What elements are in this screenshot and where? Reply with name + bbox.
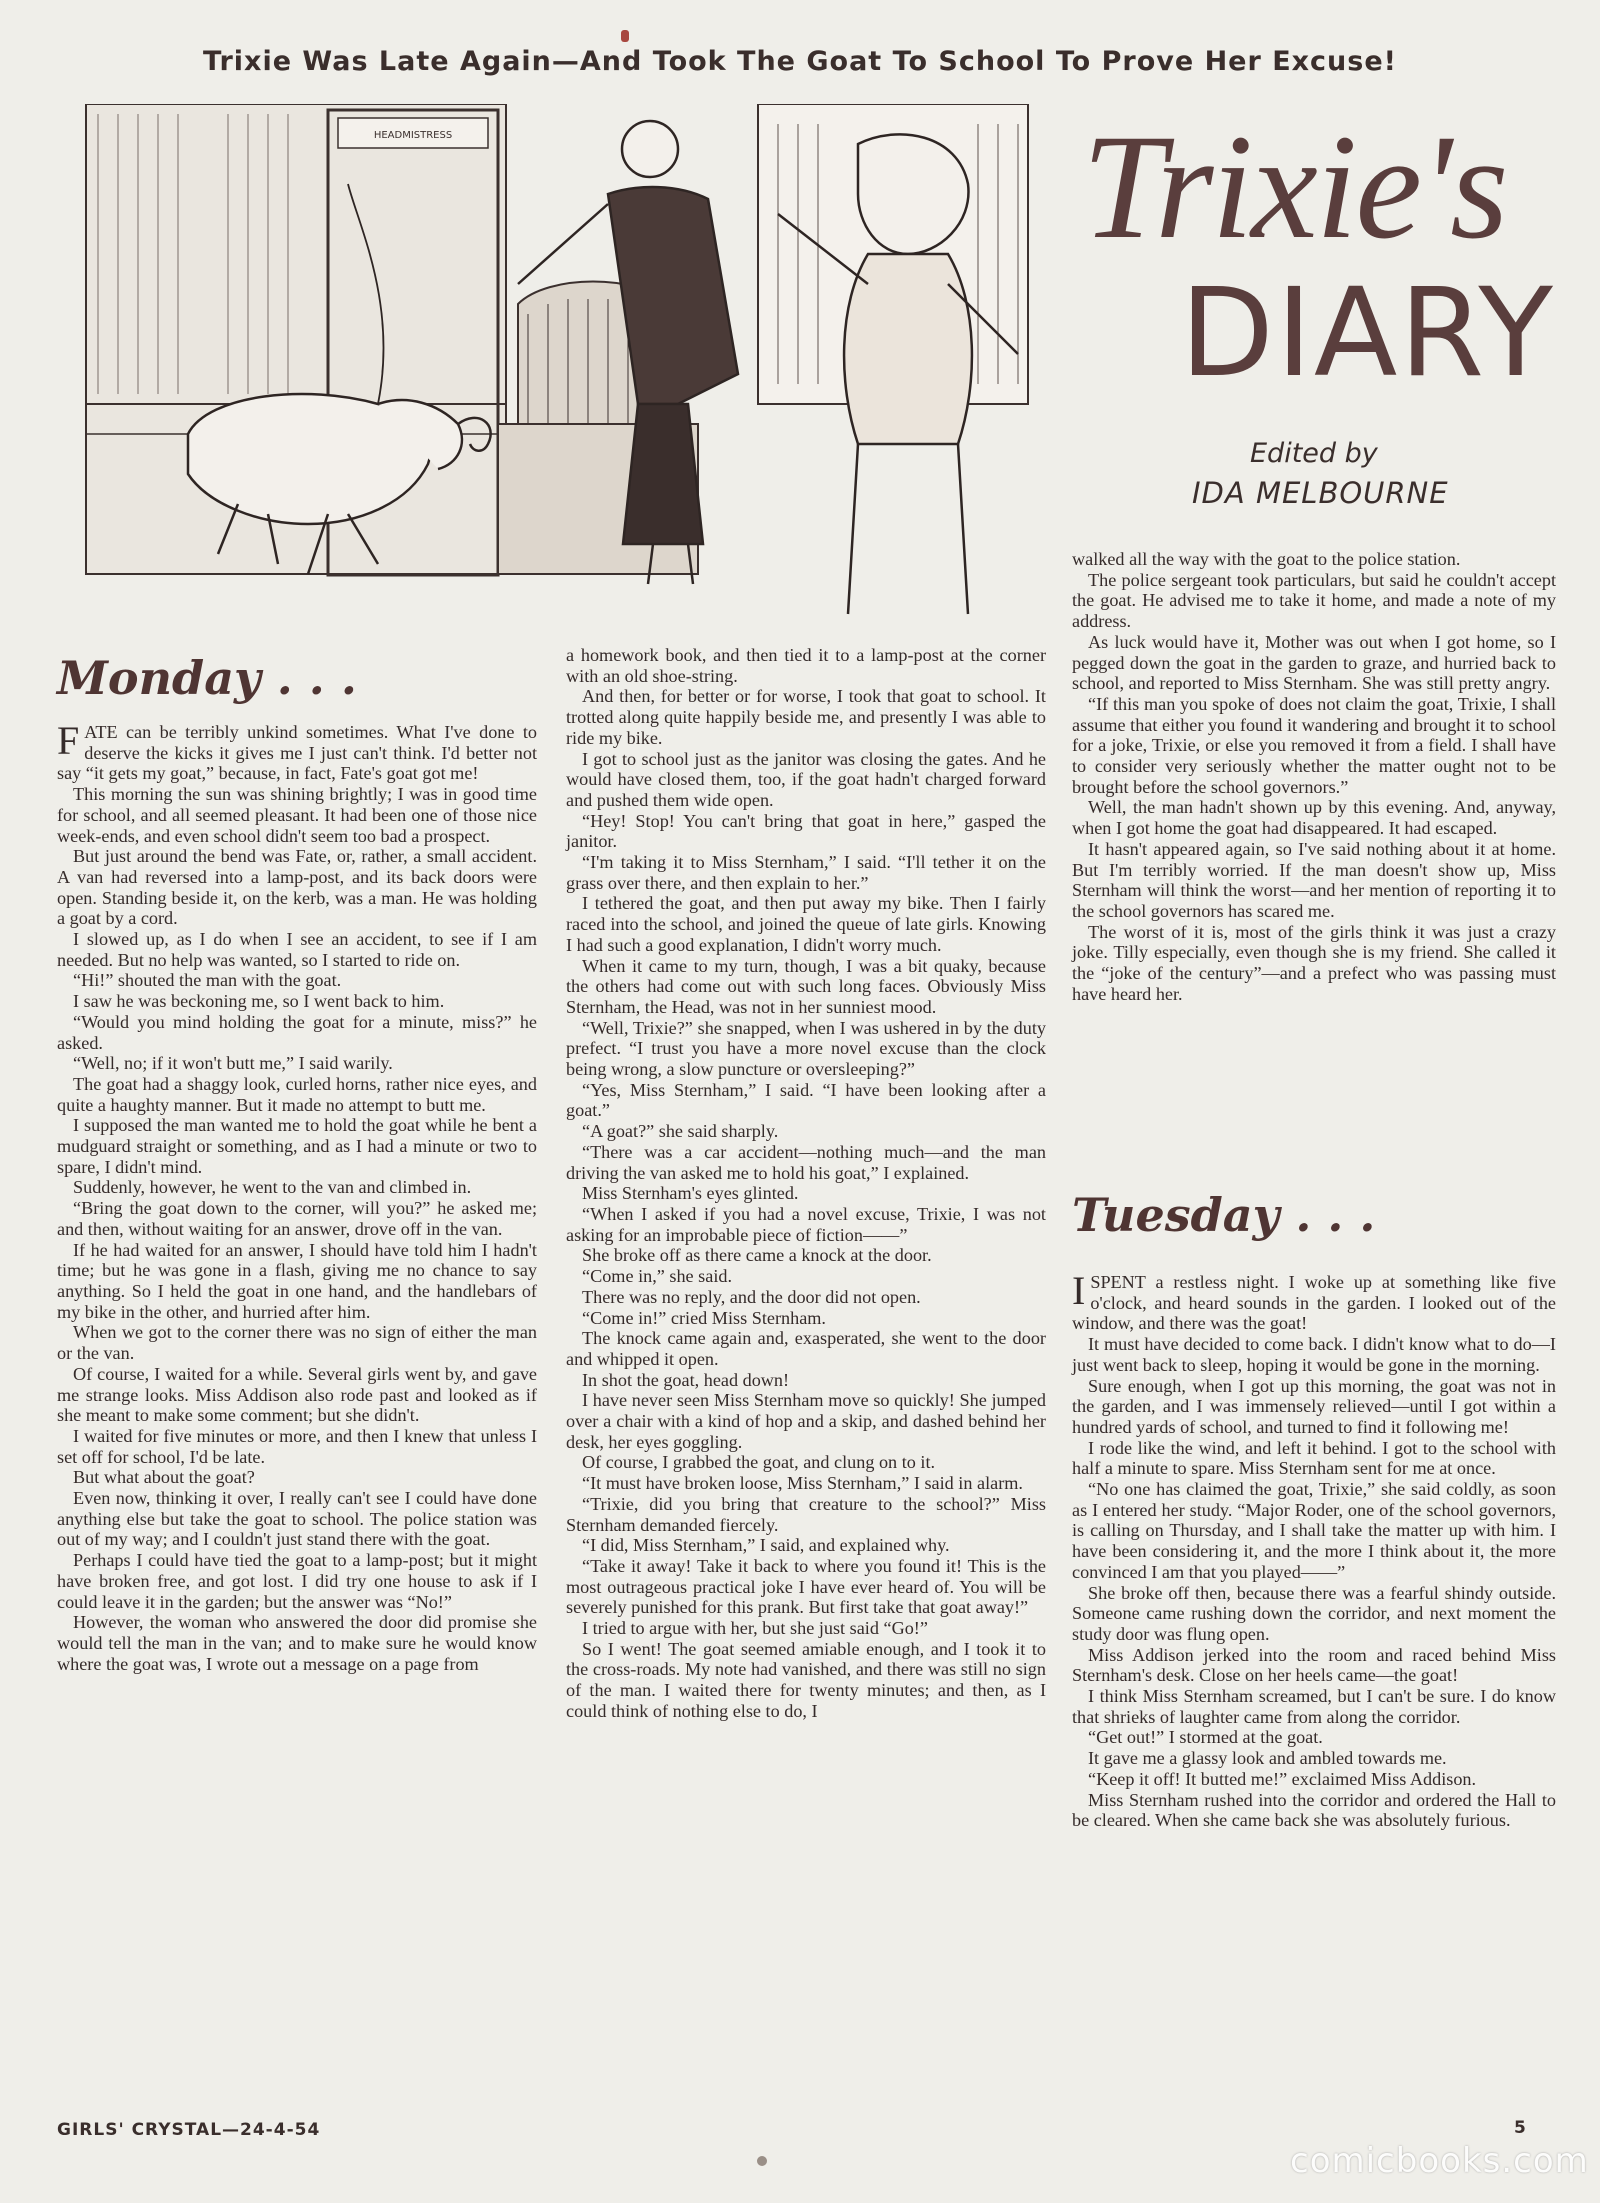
paragraph: If he had waited for an answer, I should have told him I hadn't time; but he was gone in a flash, giving me no chance to say anything. So I held the goat in one hand, and the handlebars of my bike in the other, and hurried after him. [57, 1239, 537, 1322]
paragraph: It hasn't appeared again, so I've said nothing about it at home. But I'm terribly worried. If the man doesn't show up, Miss Sternham will think the worst—and her mention of reporting it to the school governors has scared me. [1072, 838, 1556, 921]
paragraph: Sure enough, when I got up this morning, the goat was not in the garden, and I was immensely relieved—until I got within a hundred yards of school, and turned to find it following me! [1072, 1375, 1556, 1437]
monday-opening-paragraph [57, 718, 537, 784]
paragraph: I slowed up, as I do when I see an accident, to see if I am needed. But no help was wanted, so I started to ride on. [57, 929, 537, 970]
paragraph: When it came to my turn, though, I was a bit quaky, because the others had come out with such long faces. Obviously Miss Sternham, the Head, was not in her sunniest mood. [566, 955, 1046, 1017]
tuesday-column [1072, 1268, 1556, 1831]
paragraph: a homework book, and then tied it to a lamp-post at the corner with an old shoe-string. [566, 645, 1046, 686]
paragraph: So I went! The goat seemed amiable enough, and I took it to the cross-roads. My note had vanished, and there was still no sign of the man. I waited there for twenty minutes; and then, as I could think of nothing else to do, I [566, 1638, 1046, 1721]
monday-column-2 [566, 645, 1046, 1722]
paragraph: The police sergeant took particulars, but said he couldn't accept the goat. He advised me to take it home, and made a note of my address. [1072, 569, 1556, 632]
tuesday-dropcap: I [1072, 1268, 1086, 1313]
monday-column-3 [1072, 549, 1556, 1004]
title-trixie: Trixie's [1082, 104, 1507, 270]
paragraph: However, the woman who answered the door did promise she would tell the man in the van; and to make sure he would know where the goat was, I wrote out a message on a page from [57, 1612, 537, 1674]
edited-by-label: Edited by [1250, 438, 1378, 469]
paragraph: Miss Sternham rushed into the corridor and ordered the Hall to be cleared. When she came back she was absolutely furious. [1072, 1789, 1556, 1831]
paragraph: She broke off then, because there was a fearful shindy outside. Someone came rushing down the corridor, and next moment the study door was flung open. [1072, 1582, 1556, 1644]
paragraph: “Keep it off! It butted me!” exclaimed Miss Addison. [1088, 1768, 1477, 1789]
paragraph: The goat had a shaggy look, curled horns, rather nice eyes, and quite a haughty manner. But it made no attempt to butt me. [57, 1073, 537, 1115]
tuesday-opening-text: SPENT a restless night. I woke up at something like five o'clock, and heard sounds in the garden. I looked out of the window, and there was the goat! [1072, 1272, 1556, 1334]
paragraph: walked all the way with the goat to the police station. [1072, 549, 1461, 569]
paragraph: This morning the sun was shining brightly; I was in good time for school, and all seemed pleasant. It had been one of those nice week-ends, and even school didn't seem too bad a prospect. [57, 784, 537, 846]
print-mark [621, 30, 629, 42]
paragraph: I saw he was beckoning me, so I went back to him. [73, 991, 445, 1012]
paragraph: “If this man you spoke of does not claim the goat, Trixie, I shall assume that either you found it wandering and brought it to school for a joke, Trixie, or else you removed it from a field. I shall have to consider very seriously whether the matter ought not to be brought before the school governors.” [1072, 693, 1556, 797]
paragraph: I have never seen Miss Sternham move so quickly! She jumped over a chair with a kind of hop and a skip, and dashed behind her desk, her eyes goggling. [566, 1390, 1046, 1452]
paragraph: “I did, Miss Sternham,” I said, and explained why. [582, 1535, 950, 1556]
paragraph: “When I asked if you had a novel excuse, Trixie, I was not asking for an improbable piece of fiction——” [566, 1203, 1046, 1245]
paragraph: “Hi!” shouted the man with the goat. [73, 970, 342, 991]
tuesday-heading: Tuesday . . . [1072, 1188, 1376, 1242]
paragraph: I waited for five minutes or more, and then I knew that unless I set off for school, I'd be late. [57, 1425, 537, 1467]
paragraph: “No one has claimed the goat, Trixie,” she said coldly, as soon as I entered her study. “Major Roder, one of the school governors, is calling on Thursday, and I shall take the matter up with him. I have been considering it, and the more I think about it, the more convinced I am that you played——” [1072, 1479, 1556, 1582]
story-illustration [78, 104, 1034, 624]
paragraph: But just around the bend was Fate, or, rather, a small accident. A van had reversed into a lamp-post, and its back doors were open. Standing beside it, on the kerb, was a man. He was holding a goat by a cord. [57, 846, 537, 929]
monday-column-1 [57, 718, 537, 1674]
paragraph: As luck would have it, Mother was out when I got home, so I pegged down the goat in the garden to graze, and hurried back to school, and reported to Miss Sternham. She was still pretty angry. [1072, 631, 1556, 694]
paragraph: “Would you mind holding the goat for a minute, miss?” he asked. [57, 1011, 537, 1053]
title-diary: DIARY [1180, 262, 1555, 404]
paragraph: It gave me a glassy look and ambled towards me. [1088, 1748, 1447, 1769]
paragraph: But what about the goat? [73, 1467, 255, 1488]
paragraph: “Bring the goat down to the corner, will you?” he asked me; and then, without waiting for an answer, drove off in the van. [57, 1198, 537, 1239]
paragraph: Miss Addison jerked into the room and raced behind Miss Sternham's desk. Close on her heels came—the goat! [1072, 1644, 1556, 1686]
monday-dropcap: F [57, 718, 80, 763]
paragraph: “There was a car accident—nothing much—and the man driving the van asked me to hold his goat,” I explained. [566, 1141, 1046, 1183]
monday-opening-text: ATE can be terribly unkind sometimes. What I've done to deserve the kicks it gives me I just can't think. I'd better not say “it gets my goat,” because, in fact, Fate's goat got me! [57, 722, 537, 784]
door-sign-text: HEADMISTRESS [373, 130, 453, 141]
paragraph: “Come in,” she said. [582, 1266, 733, 1287]
paragraph: She broke off as there came a knock at the door. [582, 1245, 932, 1266]
print-dot [757, 2156, 767, 2166]
watermark: comicbooks.com [1290, 2141, 1589, 2181]
paragraph: Miss Sternham's eyes glinted. [582, 1183, 799, 1204]
paragraph: “It must have broken loose, Miss Sternham,” I said in alarm. [582, 1473, 1023, 1494]
paragraph: I think Miss Sternham screamed, but I can't be sure. I do know that shrieks of laughter came from along the corridor. [1072, 1686, 1556, 1727]
paragraph: When we got to the corner there was no sign of either the man or the van. [57, 1322, 537, 1364]
paragraph: “Well, Trixie?” she snapped, when I was ushered in by the duty prefect. “I trust you have a more novel excuse than the clock being wrong, a slow puncture or oversleeping?” [566, 1017, 1046, 1080]
paragraph: “Yes, Miss Sternham,” I said. “I have been looking after a goat.” [566, 1079, 1046, 1121]
paragraph: Even now, thinking it over, I really can't see I could have done anything else but take the goat to school. The police station was out of my way; and I couldn't just stand there with the goat. [57, 1488, 537, 1550]
issue-footer: GIRLS' CRYSTAL—24-4-54 [57, 2120, 321, 2140]
editor-name: IDA MELBOURNE [1192, 476, 1449, 510]
paragraph: “Get out!” I stormed at the goat. [1088, 1727, 1323, 1748]
paragraph: It must have decided to come back. I didn't know what to do—I just went back to sleep, hoping it would be gone in the morning. [1072, 1334, 1556, 1375]
paragraph: “Well, no; if it won't butt me,” I said warily. [73, 1053, 393, 1074]
paragraph: “I'm taking it to Miss Sternham,” I said. “I'll tether it on the grass over there, and then explain to her.” [566, 852, 1046, 893]
page-number: 5 [1514, 2118, 1526, 2138]
paragraph: In shot the goat, head down! [582, 1369, 790, 1390]
paragraph: And then, for better or for worse, I took that goat to school. It trotted along quite happily beside me, and presently I was able to ride my bike. [566, 686, 1046, 748]
paragraph: There was no reply, and the door did not open. [582, 1286, 921, 1307]
paragraph: I tethered the goat, and then put away my bike. Then I fairly raced into the school, and joined the queue of late girls. Knowing I had such a good explanation, I didn't worry much. [566, 893, 1046, 955]
tuesday-opening-paragraph [1072, 1268, 1556, 1334]
paragraph: I tried to argue with her, but she just said “Go!” [582, 1618, 928, 1639]
paragraph: I rode like the wind, and left it behind. I got to the school with half a minute to spare. Miss Sternham sent for me at once. [1072, 1437, 1556, 1479]
paragraph: “Come in!” cried Miss Sternham. [582, 1307, 826, 1328]
monday-heading: Monday . . . [57, 651, 357, 705]
paragraph: Of course, I waited for a while. Several girls went by, and gave me strange looks. Miss Addison also rode past and looked as if she meant to make some comment; but she didn't. [57, 1363, 537, 1426]
paragraph: I got to school just as the janitor was closing the gates. And he would have closed them, too, if the goat hadn't charged forward and pushed them wide open. [566, 748, 1046, 810]
paragraph: Well, the man hadn't shown up by this evening. And, anyway, when I got home the goat had disappeared. It had escaped. [1072, 797, 1556, 839]
paragraph: “A goat?” she said sharply. [582, 1121, 779, 1142]
paragraph: “Hey! Stop! You can't bring that goat in here,” gasped the janitor. [566, 810, 1046, 852]
paragraph: The knock came again and, exasperated, she went to the door and whipped it open. [566, 1328, 1046, 1369]
paragraph: The worst of it is, most of the girls think it was just a crazy joke. Tilly especially, even though she is my friend. She called it the “joke of the century”—and a prefect who was passing must have heard her. [1072, 921, 1556, 1004]
illustration-goat-headmistress-girl-icon [78, 104, 1034, 624]
paragraph: Perhaps I could have tied the goat to a lamp-post; but it might have broken free, and got lost. I did try one house to ask if I could leave it in the garden; but the answer was “No!” [57, 1550, 537, 1612]
paragraph: I supposed the man wanted me to hold the goat while he bent a mudguard straight or something, and as I had a minute or two to spare, I didn't mind. [57, 1115, 537, 1177]
paragraph: Of course, I grabbed the goat, and clung on to it. [582, 1452, 936, 1473]
story-banner: Trixie Was Late Again—And Took The Goat To School To Prove Her Excuse! [203, 46, 1397, 77]
paragraph: “Trixie, did you bring that creature to the school?” Miss Sternham demanded fiercely. [566, 1493, 1046, 1535]
paragraph: “Take it away! Take it back to where you found it! This is the most outrageous practical joke I have ever heard of. You will be severely punished for this prank. But first take that goat away!” [566, 1555, 1046, 1618]
paragraph: Suddenly, however, he went to the van and climbed in. [73, 1177, 472, 1198]
